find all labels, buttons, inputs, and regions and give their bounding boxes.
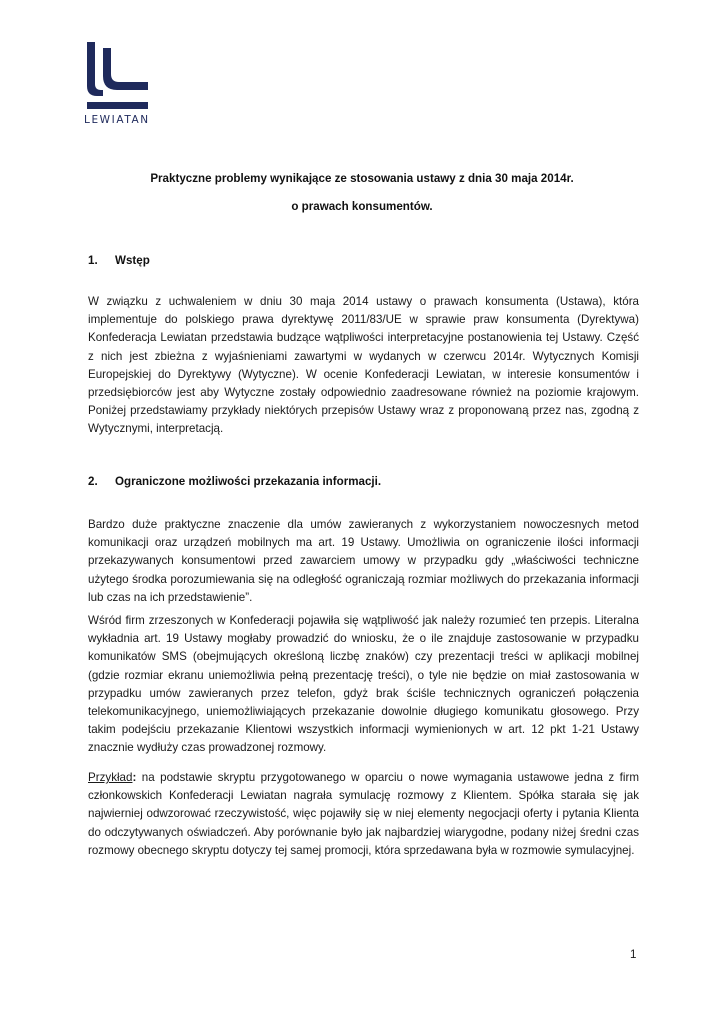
example-text: na podstawie skryptu przygotowanego w oparciu o nowe wymagania ustawowe jedna z firm członkowskich Konfederacji Lewiatan nagrała symulację rozmowy z Klientem. Spółka starała się jak najwierniej odwzorować rzeczywistość, więc pojawiły się w niej elementy negocjacji oferty i pytania Klienta do odczytywanych oświadczeń. Aby porównanie było jak najbardziej wiarygodne, podany niżej średni czas rozmowy obecnego skryptu dotyczy tej samej promocji, która sprzedawana była w rozmowie symulacyjnej. — [88, 771, 639, 857]
section-2-heading — [88, 475, 381, 488]
section-1-title: Wstęp — [115, 254, 150, 267]
page-number: 1 — [630, 948, 637, 961]
document-title-line-2: o prawach konsumentów. — [291, 200, 433, 213]
section-2-number: 2. — [88, 475, 98, 488]
document-title-line-1: Praktyczne problemy wynikające ze stosowania ustawy z dnia 30 maja 2014r. — [150, 172, 574, 185]
section-2-example-paragraph — [88, 769, 639, 860]
section-2-title: Ograniczone możliwości przekazania informacji. — [115, 475, 382, 488]
example-label-colon: : — [132, 771, 137, 784]
section-2-paragraph-2: Wśród firm zrzeszonych w Konfederacji pojawiła się wątpliwość jak należy rozumieć ten przepis. Literalna wykładnia art. 19 Ustawy mogłaby prowadzić do wniosku, że o ile znajduje zastosowanie w przypadku komunikatów SMS (obejmujących określoną liczbę znaków) czy prezentacji treści w aplikacji mobilnej (gdzie rozmiar ekranu uniemożliwia pełną prezentację treści), o tyle nie będzie on miał zastosowania w przypadku umów zawieranych przez telefon, gdyż brak ściśle technicznych ograniczeń połączenia telekomunikacyjnego, uniemożliwiających przekazanie dowolnie długiego komunikatu głosowego. Przy takim podejściu przekazanie Klientowi wszystkich informacji wymienionych w art. 12 pkt 1-21 Ustawy znacznie wydłuży czas prowadzonej rozmowy. — [88, 614, 639, 755]
section-1-number: 1. — [88, 254, 98, 267]
example-label: Przykład — [88, 771, 133, 784]
section-1-heading — [88, 254, 150, 267]
lewiatan-logo-mark — [84, 42, 150, 110]
section-2-paragraph-1: Bardzo duże praktyczne znaczenie dla umów zawieranych z wykorzystaniem nowoczesnych metod komunikacji oraz urządzeń mobilnych ma art. 19 Ustawy. Umożliwia on ograniczenie ilości informacji przekazywanych konsumentowi przed zawarciem umowy w przypadku gdy „właściwości techniczne użytego środka porozumiewania się na odległość ograniczają rozmiar możliwych do przekazania informacji lub czas na ich przedstawienie”. — [88, 518, 639, 604]
lewiatan-logo — [84, 42, 154, 132]
logo-wordmark: LEWIATAN — [84, 114, 150, 126]
section-1-paragraph-1: W związku z uchwaleniem w dniu 30 maja 2014 ustawy o prawach konsumenta (Ustawa), która implementuje do polskiego prawa dyrektywę 2011/83/UE w sprawie praw konsumenta (Dyrektywa) Konfederacja Lewiatan przedstawia budzące wątpliwości interpretacyjne postanowienia tej Ustawy. Część z nich jest zbieżna z wyjaśnieniami zawartymi w wydanych w czerwcu 2014r. Wytycznych Komisji Europejskiej do Dyrektywy (Wytyczne). W ocenie Konfederacji Lewiatan, w interesie konsumentów i przedsiębiorców jest aby Wytyczne zostały odpowiednio zaadresowane również na poziomie krajowym. Poniżej przedstawiamy przykłady niektórych przepisów Ustawy wraz z proponowaną przez nas, zgodną z Wytycznymi, interpretacją. — [88, 295, 639, 436]
